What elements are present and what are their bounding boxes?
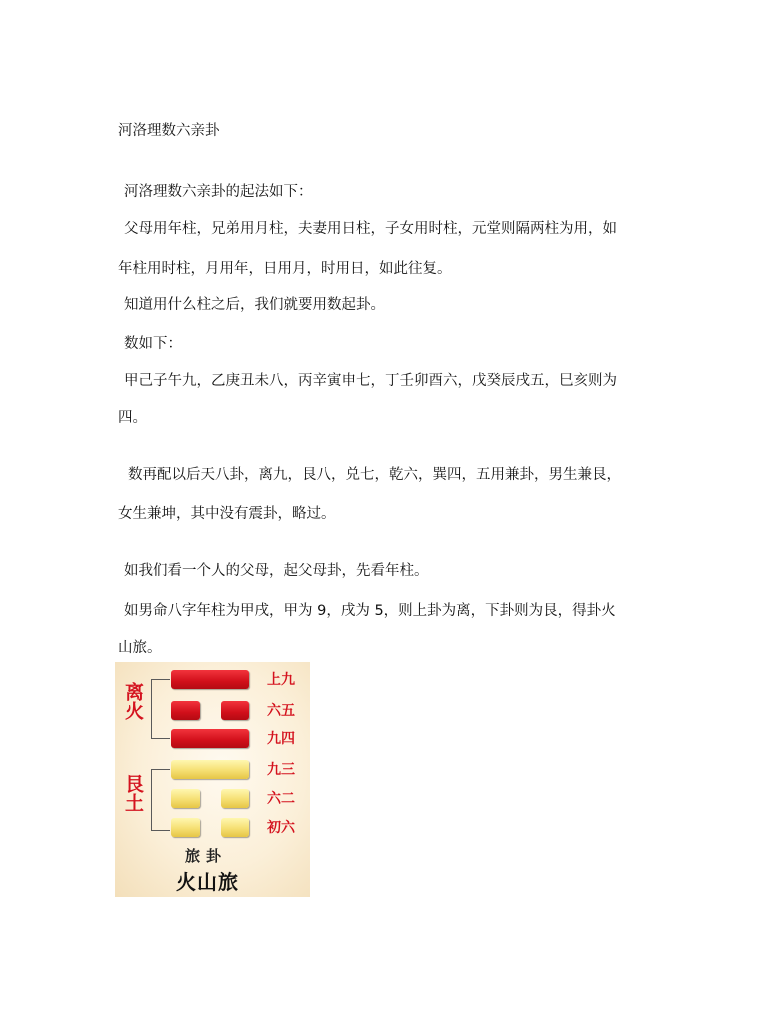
paragraph-3: 知道用什么柱之后，我们就要用数起卦。 — [124, 297, 385, 313]
page-title: 河洛理数六亲卦 — [118, 123, 220, 139]
hexagram-line-4-yang — [171, 729, 249, 748]
line-label-2: 六二 — [267, 791, 295, 807]
line-label-3: 九三 — [267, 762, 295, 778]
hexagram-line-3-yang — [171, 760, 249, 779]
hexagram-line-2-yin-right — [221, 789, 249, 808]
paragraph-7: 如我们看一个人的父母，起父母卦，先看年柱。 — [124, 563, 429, 579]
lower-trigram-bracket — [151, 769, 170, 831]
hexagram-figure — [115, 662, 310, 897]
hexagram-line-2-yin-left — [171, 789, 200, 808]
paragraph-5-line-1: 甲己子午九，乙庚丑未八，丙辛寅申七，丁壬卯酉六，戊癸辰戌五，巳亥则为 — [124, 373, 617, 389]
hexagram-line-5-yin-left — [171, 701, 200, 720]
line-label-6: 上九 — [267, 672, 295, 688]
hexagram-caption-small: 旅卦 — [185, 847, 228, 865]
paragraph-8-line-1: 如男命八字年柱为甲戌，甲为 9，戌为 5，则上卦为离，下卦则为艮，得卦火 — [124, 603, 616, 619]
lower-trigram-name: 艮土 — [122, 774, 144, 812]
paragraph-2-line-2: 年柱用时柱，月用年，日用月，时用日，如此往复。 — [118, 261, 452, 277]
line-label-5: 六五 — [267, 703, 295, 719]
hexagram-line-1-yin-right — [221, 818, 249, 837]
paragraph-6-line-1: 数再配以后天八卦，离九，艮八，兑七，乾六，巽四，五用兼卦，男生兼艮， — [128, 467, 621, 483]
line-label-1: 初六 — [267, 820, 295, 836]
upper-trigram-name: 离火 — [122, 682, 144, 720]
hexagram-line-5-yin-right — [221, 701, 249, 720]
paragraph-5-line-2: 四。 — [118, 410, 147, 426]
paragraph-8-line-2: 山旅。 — [118, 640, 162, 656]
paragraph-2-line-1: 父母用年柱，兄弟用月柱，夫妻用日柱，子女用时柱，元堂则隔两柱为用，如 — [124, 221, 617, 237]
paragraph-6-line-2: 女生兼坤，其中没有震卦，略过。 — [118, 506, 336, 522]
hexagram-line-1-yin-left — [171, 818, 200, 837]
paragraph-1: 河洛理数六亲卦的起法如下： — [124, 184, 313, 200]
hexagram-line-6-yang — [171, 670, 249, 689]
paragraph-4: 数如下： — [124, 336, 182, 352]
upper-trigram-bracket — [151, 679, 170, 739]
line-label-4: 九四 — [267, 731, 295, 747]
hexagram-caption-large: 火山旅 — [176, 870, 239, 894]
